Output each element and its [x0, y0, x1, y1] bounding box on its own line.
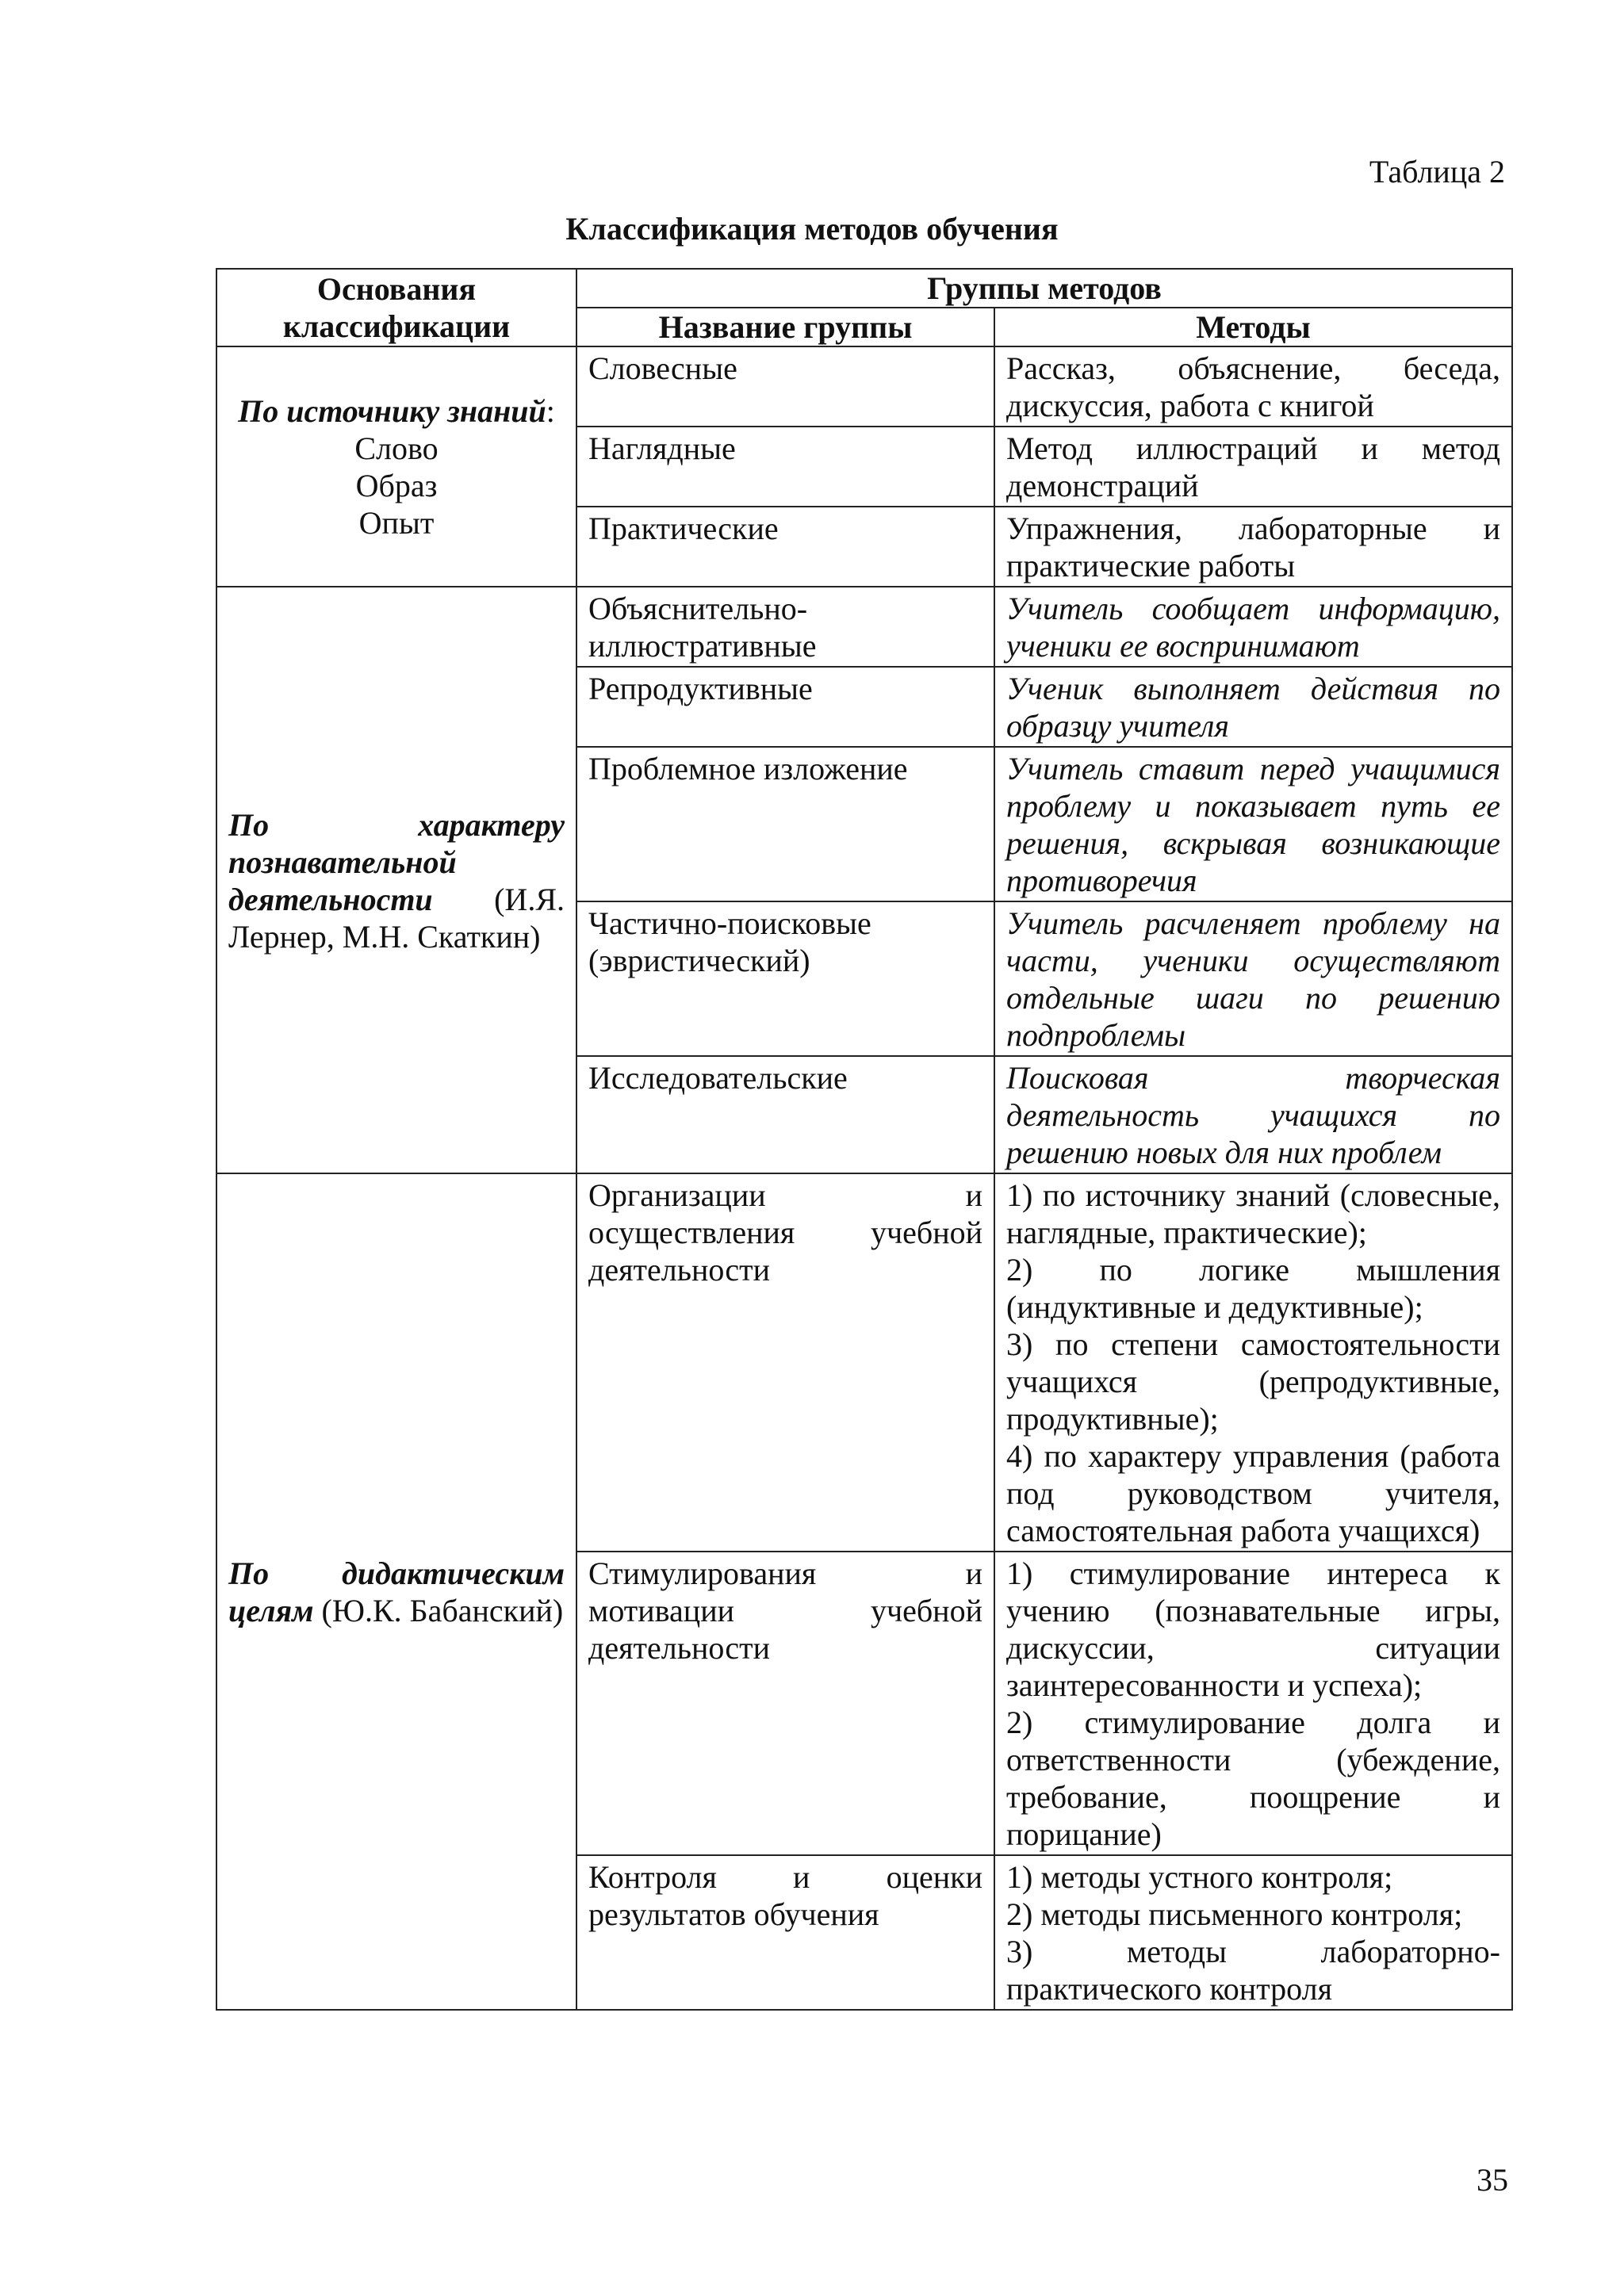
methods-cell: Упражнения, лабораторные и практические работы: [994, 507, 1512, 587]
group-name: Стимулирования и мотивации учебной деятельности: [576, 1552, 994, 1855]
group-name: Наглядные: [576, 427, 994, 507]
basis-title: По источнику знаний: [238, 393, 546, 429]
methods-cell: [994, 1552, 1512, 1855]
group-name: Частично-поисковые (эвристический): [576, 901, 994, 1056]
header-groups: Группы методов: [576, 269, 1512, 308]
methods-cell: Рассказ, объяснение, беседа, дискуссия, работа с книгой: [994, 346, 1512, 427]
basis-cell: [216, 346, 576, 587]
basis-suffix: (И.Я. Лернер, М.Н. Скаткин): [228, 881, 565, 955]
basis-cell: [216, 1173, 576, 2010]
table-row: [216, 346, 1512, 427]
header-basis: Основания классификации: [216, 269, 576, 346]
page-number: 35: [1477, 2162, 1508, 2198]
method-item: 1) стимулирование интереса к учению (познавательные игры, дискуссии, ситуации заинтересованности и успеха);: [1006, 1556, 1500, 1703]
method-item: 3) методы лабораторно-практического контроля: [1006, 1934, 1500, 2007]
methods-cell: Учитель сообщает информацию, ученики ее воспринимают: [994, 587, 1512, 667]
methods-cell: Поисковая творческая деятельность учащихся по решению новых для них проблем: [994, 1056, 1512, 1173]
table-row: [216, 587, 1512, 667]
method-item: 4) по характеру управления (работа под руководством учителя, самостоятельная работа учащихся): [1006, 1438, 1500, 1548]
basis-title: По дидактическим целям: [228, 1556, 565, 1628]
methods-cell: Учитель расчленяет проблему на части, ученики осуществляют отдельные шаги по решению подпроблемы: [994, 901, 1512, 1056]
document-title: Классификация методов обучения: [565, 211, 1059, 247]
basis-line: Опыт: [358, 505, 435, 541]
table-row: [216, 1173, 1512, 1552]
group-name: Исследовательские: [576, 1056, 994, 1173]
group-name: Словесные: [576, 346, 994, 427]
group-name: Практические: [576, 507, 994, 587]
basis-line: Образ: [355, 468, 438, 503]
methods-cell: [994, 1173, 1512, 1552]
group-name: Организации и осуществления учебной деятельности: [576, 1173, 994, 1552]
method-item: 2) стимулирование долга и ответственности (убеждение, требование, поощрение и порицание): [1006, 1705, 1500, 1852]
group-name: Проблемное изложение: [576, 747, 994, 901]
group-name: Репродуктивные: [576, 667, 994, 747]
method-item: 1) по источнику знаний (словесные, наглядные, практические);: [1006, 1177, 1500, 1250]
group-name: Контроля и оценки результатов обучения: [576, 1855, 994, 2010]
methods-cell: Ученик выполняет действия по образцу учителя: [994, 667, 1512, 747]
methods-cell: [994, 1855, 1512, 2010]
basis-suffix: (Ю.К. Бабанский): [313, 1593, 564, 1628]
basis-suffix: :: [546, 393, 555, 429]
method-item: 2) методы письменного контроля;: [1006, 1896, 1463, 1932]
methods-cell: Учитель ставит перед учащимися проблему и показывает путь ее решения, вскрывая возникающие противоречия: [994, 747, 1512, 901]
method-item: 3) по степени самостоятельности учащихся (репродуктивные, продуктивные);: [1006, 1326, 1500, 1437]
method-item: 1) методы устного контроля;: [1006, 1859, 1393, 1895]
group-name: Объяснительно-иллюстративные: [576, 587, 994, 667]
basis-title: По характеру познавательной деятельности: [228, 806, 565, 917]
header-group-name: Название группы: [576, 308, 994, 346]
basis-cell: [216, 587, 576, 1173]
table-label: Таблица 2: [1369, 154, 1505, 189]
basis-line: Слово: [354, 430, 439, 466]
classification-table: [216, 268, 1513, 2011]
methods-cell: Метод иллюстраций и метод демонстраций: [994, 427, 1512, 507]
method-item: 2) по логике мышления (индуктивные и дедуктивные);: [1006, 1252, 1500, 1325]
header-methods: Методы: [994, 308, 1512, 346]
